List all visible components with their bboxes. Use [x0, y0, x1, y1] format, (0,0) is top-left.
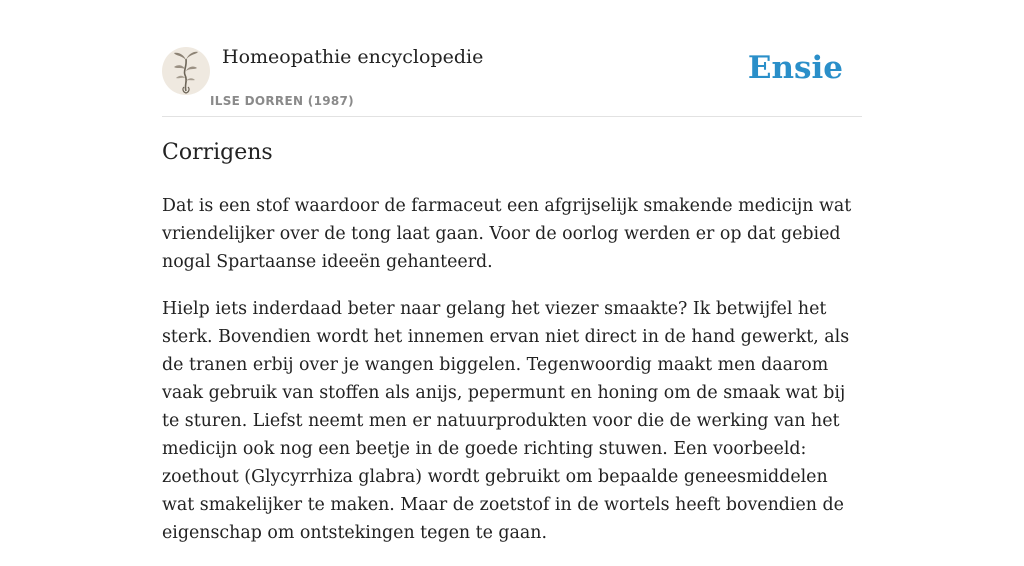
book-avatar[interactable] — [162, 47, 210, 95]
ensie-logo[interactable]: Ensie — [747, 50, 843, 86]
book-header — [162, 44, 862, 117]
paragraph: Hielp iets inderdaad beter naar gelang het viezer smaakte? Ik betwijfel het sterk. Bovendien wordt het innemen ervan niet direct in de hand gewerkt, als de tranen erbij over je wangen biggelen. Tegenwoordig maakt men daarom vaak gebruik van stoffen als anijs, pepermunt en honing om de smaak wat bij te sturen. Liefst neemt men er natuurprodukten voor die de werking van het medicijn ook nog een beetje in de goede richting stuwen. Een voorbeeld: zoethout (Glycyrrhiza glabra) wordt gebruikt om bepaalde geneesmiddelen wat smakelijker te maken. Maar de zoetstof in de wortels heeft bovendien de eigenschap om ontstekingen tegen te gaan. — [162, 299, 850, 543]
author-name[interactable]: ILSE DORREN (1987) — [210, 94, 354, 108]
herb-plant-icon — [162, 47, 210, 95]
paragraph: Dat is een stof waardoor de farmaceut een afgrijselijk smakende medicijn wat vriendelijker over de tong laat gaan. Voor de oorlog werden er op dat gebied nogal Spartaanse ideeën gehanteerd. — [162, 196, 852, 272]
book-title[interactable]: Homeopathie encyclopedie — [222, 46, 484, 68]
entry-content — [162, 192, 862, 566]
entry-title: Corrigens — [162, 140, 273, 165]
